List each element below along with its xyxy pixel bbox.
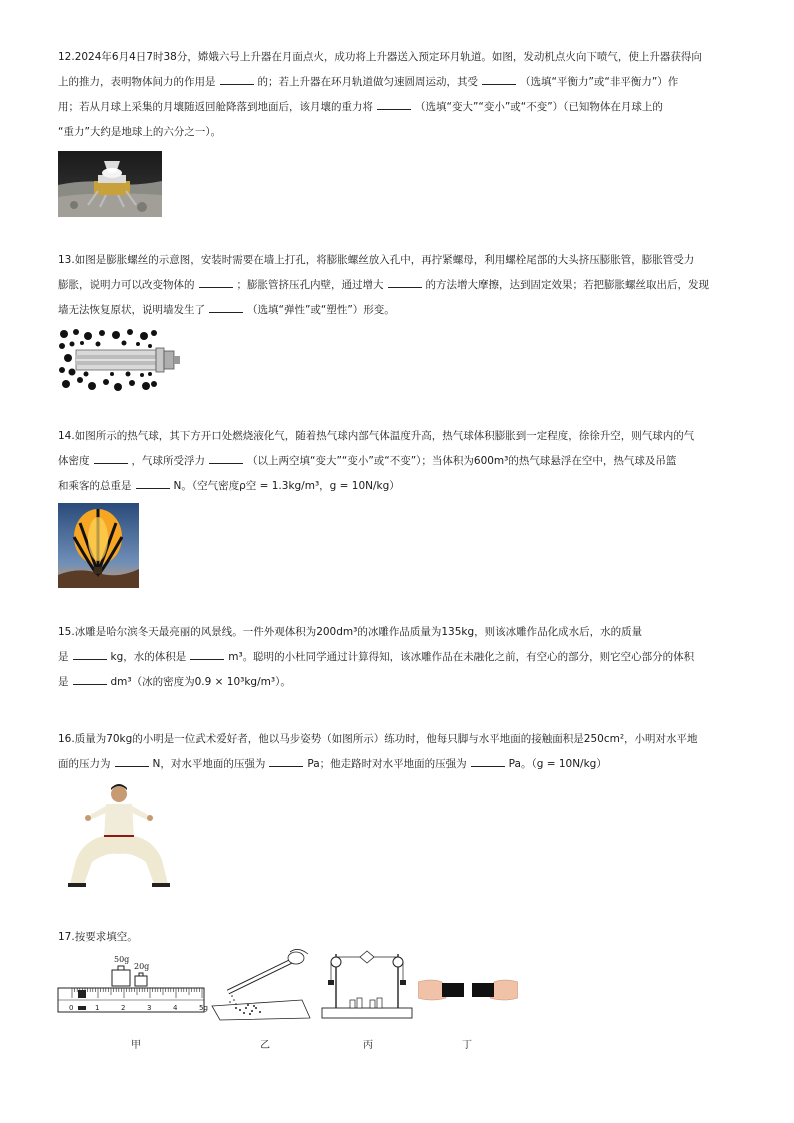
q14-text: 和乘客的总重是 (58, 480, 132, 492)
q15-line1: 15.冰雕是哈尔滨冬天最亮丽的风景线。一件外观体积为200dm³的冰雕作品质量为135kg，则该冰雕作品化成水后，水的质量 (58, 626, 643, 638)
q16-text: Pa。（g = 10N/kg） (508, 758, 607, 770)
q13-text: 墙无法恢复原状，说明墙发生了 (58, 304, 205, 316)
answer-blank[interactable] (73, 672, 107, 685)
answer-blank[interactable] (136, 476, 170, 489)
hot-air-balloon-icon (58, 503, 139, 588)
q12-text: （选填“平衡力”或“非平衡力”）作 (520, 76, 679, 88)
answer-blank[interactable] (115, 754, 149, 767)
figure-jia-balance (56, 952, 208, 1018)
answer-blank[interactable] (199, 275, 233, 288)
q16-text: 面的压力为 (58, 758, 111, 770)
balance-weights-icon (56, 952, 208, 1018)
martial-arts-photo (64, 780, 176, 890)
q12-text: 的；若上升器在环月轨道做匀速圆周运动，其受 (257, 76, 478, 88)
answer-blank[interactable] (482, 72, 516, 85)
q16-text: Pa；他走路时对水平地面的压强为 (307, 758, 467, 770)
q16-line2 (58, 752, 742, 777)
q15-text: m³。聪明的小杜同学通过计算得知，该冰雕作品在未融化之前，有空心的部分，则它空心部分的体积 (228, 651, 695, 663)
question-12 (58, 45, 742, 145)
answer-blank[interactable] (209, 300, 243, 313)
q13-line1: 13.如图是膨胀螺丝的示意图，安装时需要在墙上打孔，将膨胀螺丝放入孔中，再拧紧螺母，利用螺栓尾部的大头挤压膨胀管，膨胀管受力 (58, 254, 695, 266)
question-16 (58, 727, 742, 777)
scale-label: 2 (121, 1004, 126, 1012)
q13-line3 (58, 298, 742, 323)
expansion-bolt-icon (58, 328, 182, 391)
hands-magnets-icon (418, 972, 518, 1008)
caption-yi: 乙 (260, 1040, 270, 1051)
pulley-apparatus-icon (320, 946, 414, 1022)
q12-text: 上的推力，表明物体间力的作用是 (58, 76, 216, 88)
answer-blank[interactable] (388, 275, 422, 288)
scale-label: 4 (173, 1004, 178, 1012)
question-15 (58, 620, 742, 695)
q12-text: （选填“变大”“变小”或“不变”）（已知物体在月球上的 (415, 101, 663, 113)
figure-yi-magnet (206, 948, 322, 1028)
scale-label: 0 (69, 1004, 74, 1012)
caption-jia: 甲 (131, 1040, 141, 1051)
q14-line3 (58, 474, 742, 499)
q12-line1: 12.2024年6月4日7时38分，嫦娥六号上升器在月面点火，成功将上升器送入预定环月轨道。如图，发动机点火向下喷气，使上升器获得向 (58, 51, 702, 63)
weight-50g-label: 50g (114, 955, 130, 964)
scale-label: 1 (95, 1004, 100, 1012)
answer-blank[interactable] (190, 647, 224, 660)
q13-text: （选填“弹性”或“塑性”）形变。 (247, 304, 395, 316)
figure-bing-pulleys (320, 946, 414, 1022)
q14-text: N。（空气密度ρ空 = 1.3kg/m³，g = 10N/kg） (173, 480, 400, 492)
lunar-lander-photo (58, 151, 162, 217)
question-13 (58, 248, 742, 323)
lunar-lander-icon (58, 151, 162, 217)
q14-text: ，气球所受浮力 (131, 455, 205, 467)
expansion-bolt-diagram (58, 328, 182, 391)
q12-line4: “重力”大约是地球上的六分之一）。 (58, 126, 222, 138)
magnet-filings-icon (206, 948, 322, 1028)
q16-line1: 16.质量为70kg的小明是一位武术爱好者，他以马步姿势（如图所示）练功时，他每只脚与水平地面的接触面积是250cm²，小明对水平地 (58, 733, 698, 745)
answer-blank[interactable] (377, 97, 411, 110)
q12-line2 (58, 70, 742, 95)
q14-text: 体密度 (58, 455, 90, 467)
q14-text: （以上两空填“变大”“变小”或“不变”）；当体积为600m³的热气球悬浮在空中，热气球及吊篮 (247, 455, 677, 467)
caption-bing: 丙 (363, 1040, 373, 1051)
answer-blank[interactable] (209, 451, 243, 464)
q16-text: N，对水平地面的压强为 (152, 758, 266, 770)
answer-blank[interactable] (471, 754, 505, 767)
q13-text: ；膨胀管挤压孔内壁，通过增大 (236, 279, 384, 291)
question-14 (58, 424, 742, 499)
scale-label: 3 (147, 1004, 152, 1012)
q15-text: 是 (58, 651, 69, 663)
q14-line1: 14.如图所示的热气球，其下方开口处燃烧液化气，随着热气球内部气体温度升高，热气球体积膨胀到一定程度，徐徐升空，则气球内的气 (58, 430, 695, 442)
q13-line2 (58, 273, 742, 298)
q12-line3 (58, 95, 742, 120)
answer-blank[interactable] (220, 72, 254, 85)
horse-stance-icon (64, 780, 176, 890)
q15-text: dm³（冰的密度为0.9 × 10³kg/m³）。 (110, 676, 291, 688)
answer-blank[interactable] (73, 647, 107, 660)
q17-line1: 17.按要求填空。 (58, 931, 138, 943)
q15-line2 (58, 645, 742, 670)
q15-line3 (58, 670, 742, 695)
q15-text: 是 (58, 676, 69, 688)
answer-blank[interactable] (269, 754, 303, 767)
q15-text: kg，水的体积是 (110, 651, 187, 663)
figure-ding-magnets (418, 972, 518, 1008)
caption-ding: 丁 (462, 1040, 472, 1051)
q12-text: 用；若从月球上采集的月壤随返回舱降落到地面后，该月壤的重力将 (58, 101, 373, 113)
q14-line2 (58, 449, 742, 474)
hot-air-balloon-photo (58, 503, 139, 588)
q13-text: 膨胀，说明力可以改变物体的 (58, 279, 195, 291)
weight-20g-label: 20g (134, 962, 150, 971)
q13-text: 的方法增大摩擦，达到固定效果；若把膨胀螺丝取出后，发现 (425, 279, 709, 291)
answer-blank[interactable] (94, 451, 128, 464)
scale-label: 5g (199, 1004, 208, 1012)
